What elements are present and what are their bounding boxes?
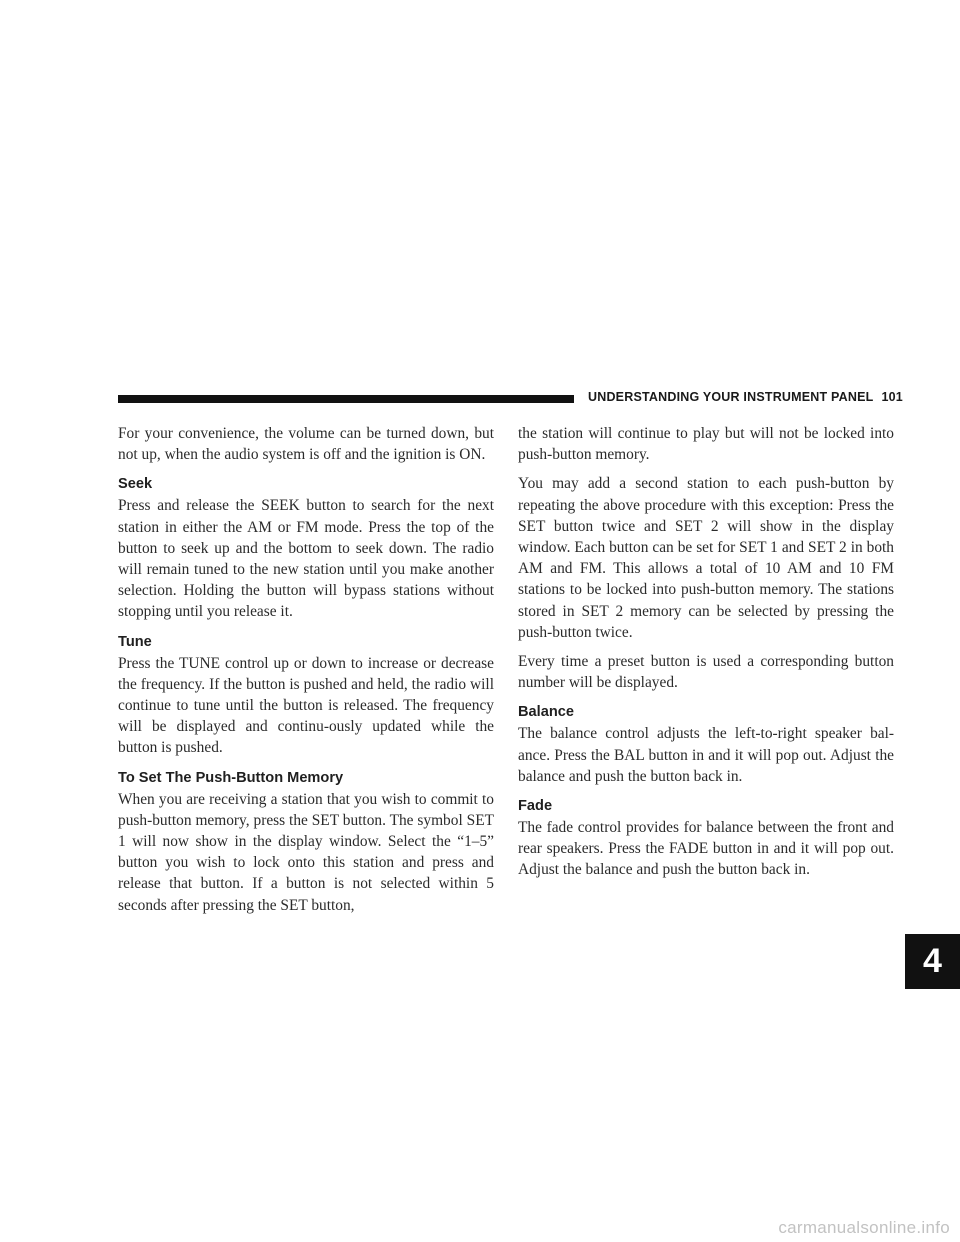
tune-heading: Tune (118, 633, 152, 650)
watermark-link[interactable]: carmanualsonline.info (778, 1218, 950, 1237)
header-title: UNDERSTANDING YOUR INSTRUMENT PANEL (588, 390, 874, 404)
page-number: 101 (881, 390, 903, 404)
intro-paragraph: For your convenience, the volume can be turned down, but not up, when the audio system is off and the ignition is ON. (118, 425, 494, 464)
chapter-tab: 4 (905, 934, 960, 989)
right-column (518, 423, 894, 889)
seek-heading: Seek (118, 476, 153, 493)
fade-heading: Fade (518, 798, 553, 815)
balance-heading: Balance (518, 704, 574, 721)
second-station-paragraph: You may add a second station to each push-button by repeating the above procedure with this exception: Press the SET button twice and SET 2 will show in the display window. Each button can be set for SET 1 and SET 2 in both AM and FM. This allows a total of 10 AM and 10 FM stations to be locked into push-button memory. The stations stored in SET 2 memory can be selected by pressing the push-button twice. (518, 475, 894, 641)
memory-heading: To Set The Push-Button Memory (118, 769, 344, 786)
memory-paragraph: When you are receiving a station that you wish to commit to push-button memory, press the SET button. The symbol SET 1 will now show in the display window. Select the “1–5” button you wish to lock onto this station and press and release that button. If a button is not selected within 5 seconds after pressing the SET button, (118, 790, 494, 914)
preset-paragraph: Every time a preset button is used a corresponding button number will be displayed. (518, 653, 894, 692)
running-header (588, 390, 903, 404)
memory-continued-paragraph: the station will continue to play but will not be locked into push-button memory. (518, 425, 894, 464)
fade-paragraph: The fade control provides for balance between the front and rear speakers. Press the FADE button in and it will pop out. Adjust the balance and push the button back in. (518, 819, 894, 879)
left-column (118, 423, 494, 924)
tune-paragraph: Press the TUNE control up or down to increase or decrease the frequency. If the button is pushed and held, the radio will continue to tune until the button is released. The frequency will be displayed and continu-ously updated while the button is pushed. (118, 654, 494, 757)
balance-paragraph: The balance control adjusts the left-to-right speaker bal-ance. Press the BAL button in and it will pop out. Adjust the balance and push the button back in. (518, 725, 894, 785)
header-rule (118, 395, 574, 403)
seek-paragraph: Press and release the SEEK button to search for the next station in either the AM or FM mode. Press the top of the button to seek up and the bottom to seek down. The radio will remain tuned to the new station until you make another selection. Holding the button will bypass stations without stopping until you release it. (118, 497, 494, 621)
